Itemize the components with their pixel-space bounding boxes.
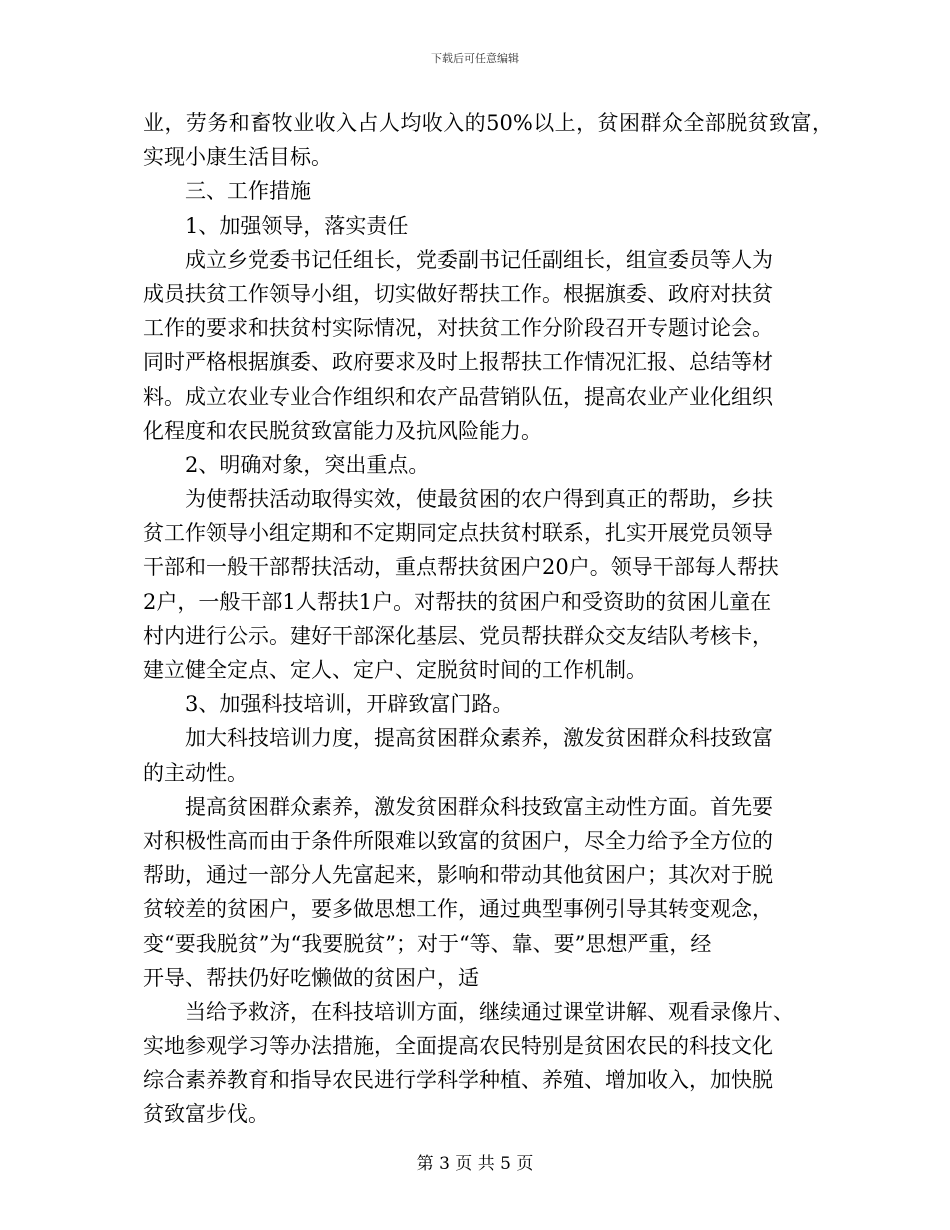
text-line: 加大科技培训力度，提高贫困群众素养，激发贫困群众科技致富 [185, 726, 773, 751]
text-line: 贫工作领导小组定期和不定期同定点扶贫村联系，扎实开展党员领导 [143, 521, 773, 546]
text-line: 业，劳务和畜牧业收入占人均收入的50%以上，贫困群众全部脱贫致富， [143, 111, 833, 135]
text-line: 同时严格根据旗委、政府要求及时上报帮扶工作情况汇报、总结等材 [143, 350, 773, 375]
text-line: 的主动性。 [143, 760, 248, 785]
text-line: 工作的要求和扶贫村实际情况，对扶贫工作分阶段召开专题讨论会。 [143, 316, 773, 341]
text-line: 干部和一般干部帮扶活动，重点帮扶贫困户20户。领导干部每人帮扶 [143, 555, 779, 580]
document-body [143, 106, 833, 1132]
text-line: 三、工作措施 [185, 179, 311, 204]
text-line: 料。成立农业专业合作组织和农产品营销队伍，提高农业产业化组织 [143, 384, 773, 409]
text-line: 贫致富步伐。 [143, 1102, 269, 1127]
text-line: 变“要我脱贫”为“我要脱贫”；对于“等、靠、要”思想严重，经 [143, 931, 712, 956]
page-footer: 第 3 页 共 5 页 [416, 1154, 534, 1174]
text-line: 2户，一般干部1人帮扶1户。对帮扶的贫困户和受资助的贫困儿童在 [143, 589, 772, 614]
text-line: 实现小康生活目标。 [143, 145, 332, 170]
text-line: 综合素养教育和指导农民进行学科学种植、养殖、增加收入，加快脱 [143, 1068, 773, 1093]
text-line: 当给予救济，在科技培训方面，继续通过课堂讲解、观看录像片、 [185, 999, 794, 1024]
text-line: 3、加强科技培训，开辟致富门路。 [185, 692, 514, 717]
text-line: 成立乡党委书记任组长，党委副书记任副组长，组宣委员等人为 [185, 247, 773, 272]
text-line: 实地参观学习等办法措施，全面提高农民特别是贫困农民的科技文化 [143, 1034, 773, 1059]
text-line: 提高贫困群众素养，激发贫困群众科技致富主动性方面。首先要 [185, 794, 773, 819]
text-line: 帮助，通过一部分人先富起来，影响和带动其他贫困户；其次对于脱 [143, 863, 773, 888]
text-line: 开导、帮扶仍好吃懒做的贫困户，适 [143, 965, 479, 990]
page-header: 下载后可任意编辑 [431, 52, 519, 65]
text-line: 成员扶贫工作领导小组，切实做好帮扶工作。根据旗委、政府对扶贫 [143, 281, 773, 306]
text-line: 化程度和农民脱贫致富能力及抗风险能力。 [143, 418, 542, 443]
text-line: 1、加强领导，落实责任 [185, 213, 409, 238]
text-line: 对积极性高而由于条件所限难以致富的贫困户，尽全力给予全方位的 [143, 828, 773, 853]
text-line: 村内进行公示。建好干部深化基层、党员帮扶群众交友结队考核卡， [143, 623, 773, 648]
text-line: 为使帮扶活动取得实效，使最贫困的农户得到真正的帮助，乡扶 [185, 487, 773, 512]
text-line: 建立健全定点、定人、定户、定脱贫时间的工作机制。 [143, 658, 647, 682]
text-line: 贫较差的贫困户，要多做思想工作，通过典型事例引导其转变观念， [143, 897, 773, 922]
text-line: 2、明确对象，突出重点。 [185, 452, 430, 477]
